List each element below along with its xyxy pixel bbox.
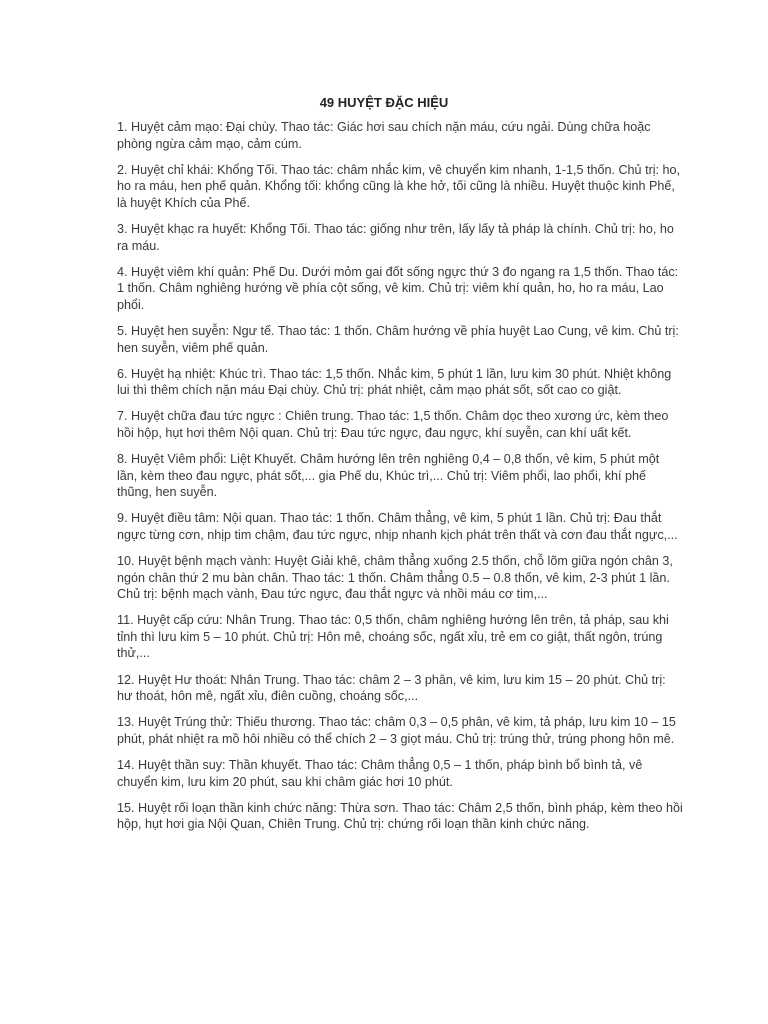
list-item: 5. Huyệt hen suyễn: Ngư tế. Thao tác: 1 thốn. Châm hướng về phía huyệt Lao Cung, vê kim. Chủ trị: hen suyễn, viêm phế quản.	[117, 323, 679, 355]
list-item: 10. Huyệt bệnh mạch vành: Huyệt Giải khê, châm thẳng xuống 2.5 thốn, chỗ lõm giữa ngón chân 3, ngón chân thứ 2 mu bàn chân. Thao tác: 1 thốn. Châm thẳng 0.5 – 0.8 thốn, vê kim, 2-3 phút 1 lần. Chủ trị: bệnh mạch vành, Đau tức ngực, đau thắt ngực và nhồi máu cơ tim,...	[117, 553, 673, 602]
acupoint-list	[117, 119, 683, 842]
list-item: 4. Huyệt viêm khí quản: Phế Du. Dưới mỏm gai đốt sống ngực thứ 3 đo ngang ra 1,5 thốn. Thao tác: 1 thốn. Châm nghiêng hướng về phía cột sống, vê kim. Chủ trị: viêm khí quản, ho, ho ra máu, Lao phổi.	[117, 264, 679, 312]
list-item: 14. Huyệt thần suy: Thần khuyết. Thao tác: Châm thẳng 0,5 – 1 thốn, pháp bình bổ bình tả, vê chuyển kim, lưu kim 20 phút, sau khi châm giác hơi 10 phút.	[117, 757, 643, 789]
list-item: 2. Huyệt chỉ khái: Khổng Tối. Thao tác: châm nhắc kim, vê chuyển kim nhanh, 1-1,5 thốn. Chủ trị: ho, ho ra máu, hen phế quản. Khổng tối: khổng cũng là khe hở, tối cũng là nhiều. Huyệt thuộc kinh Phế, là huyệt Khích của Phế.	[117, 162, 681, 210]
list-item: 1. Huyệt cảm mạo: Đại chùy. Thao tác: Giác hơi sau chích nặn máu, cứu ngải. Dùng chữa hoặc phòng ngừa cảm mạo, cảm cúm.	[117, 120, 651, 151]
list-item: 13. Huyệt Trúng thử: Thiếu thương. Thao tác: châm 0,3 – 0,5 phân, vê kim, tả pháp, lưu kim 10 – 15 phút, phát nhiệt ra mồ hôi nhiều có thể chích 2 – 3 giọt máu. Chủ trị: trúng thử, trúng phong hôn mê.	[117, 715, 676, 746]
list-item: 3. Huyệt khạc ra huyết: Khổng Tối. Thao tác: giống như trên, lấy lấy tả pháp là chính. Chủ trị: ho, ho ra máu.	[117, 221, 674, 253]
list-item: 7. Huyệt chữa đau tức ngực : Chiên trung. Thao tác: 1,5 thốn. Châm dọc theo xương ức, kèm theo hồi hộp, hụt hơi thêm Nội quan. Chủ trị: Đau tức ngực, đau ngực, khí suyễn, can khí uất kết.	[117, 409, 669, 440]
list-item: 12. Huyệt Hư thoát: Nhân Trung. Thao tác: châm 2 – 3 phân, vê kim, lưu kim 15 – 20 phút. Chủ trị: hư thoát, hôn mê, ngất xỉu, điên cuồng, choáng sốc,...	[117, 672, 666, 704]
list-item: 8. Huyệt Viêm phổi: Liệt Khuyết. Châm hướng lên trên nghiêng 0,4 – 0,8 thốn, vê kim, 5 phút một lần, kèm theo đau ngực, phát sốt,... gia Phế du, Khúc trì,... Chủ trị: Viêm phổi, lao phổi, khí phế thũng, hen suyễn.	[117, 452, 660, 500]
list-item: 11. Huyệt cấp cứu: Nhân Trung. Thao tác: 0,5 thốn, châm nghiêng hướng lên trên, tả pháp, sau khi tỉnh thì lưu kim 5 – 10 phút. Chủ trị: Hôn mê, choáng sốc, ngất xỉu, trẻ em co giật, thất ngôn, trúng thử,...	[117, 613, 669, 661]
list-item: 6. Huyệt hạ nhiệt: Khúc trì. Thao tác: 1,5 thốn. Nhắc kim, 5 phút 1 lần, lưu kim 30 phút. Nhiệt không lui thì thêm chích nặn máu Đại chùy. Chủ trị: phát nhiệt, cảm mạo phát sốt, sốt cao co giật.	[117, 366, 672, 398]
list-item: 15. Huyệt rối loạn thần kinh chức năng: Thừa sơn. Thao tác: Châm 2,5 thốn, bình pháp, kèm theo hồi hộp, hụt hơi gia Nội Quan, Chiên Trung. Chủ trị: chứng rối loạn thần kinh chức năng.	[117, 800, 683, 832]
list-item: 9. Huyệt điều tâm: Nội quan. Thao tác: 1 thốn. Châm thẳng, vê kim, 5 phút 1 lần. Chủ trị: Đau thắt ngực từng cơn, nhịp tim chậm, đau tức ngực, nhịp nhanh kịch phát trên thất và cơn đau thắt ngực,...	[117, 511, 678, 542]
document-title: 49 HUYỆT ĐẶC HIỆU	[319, 95, 449, 110]
